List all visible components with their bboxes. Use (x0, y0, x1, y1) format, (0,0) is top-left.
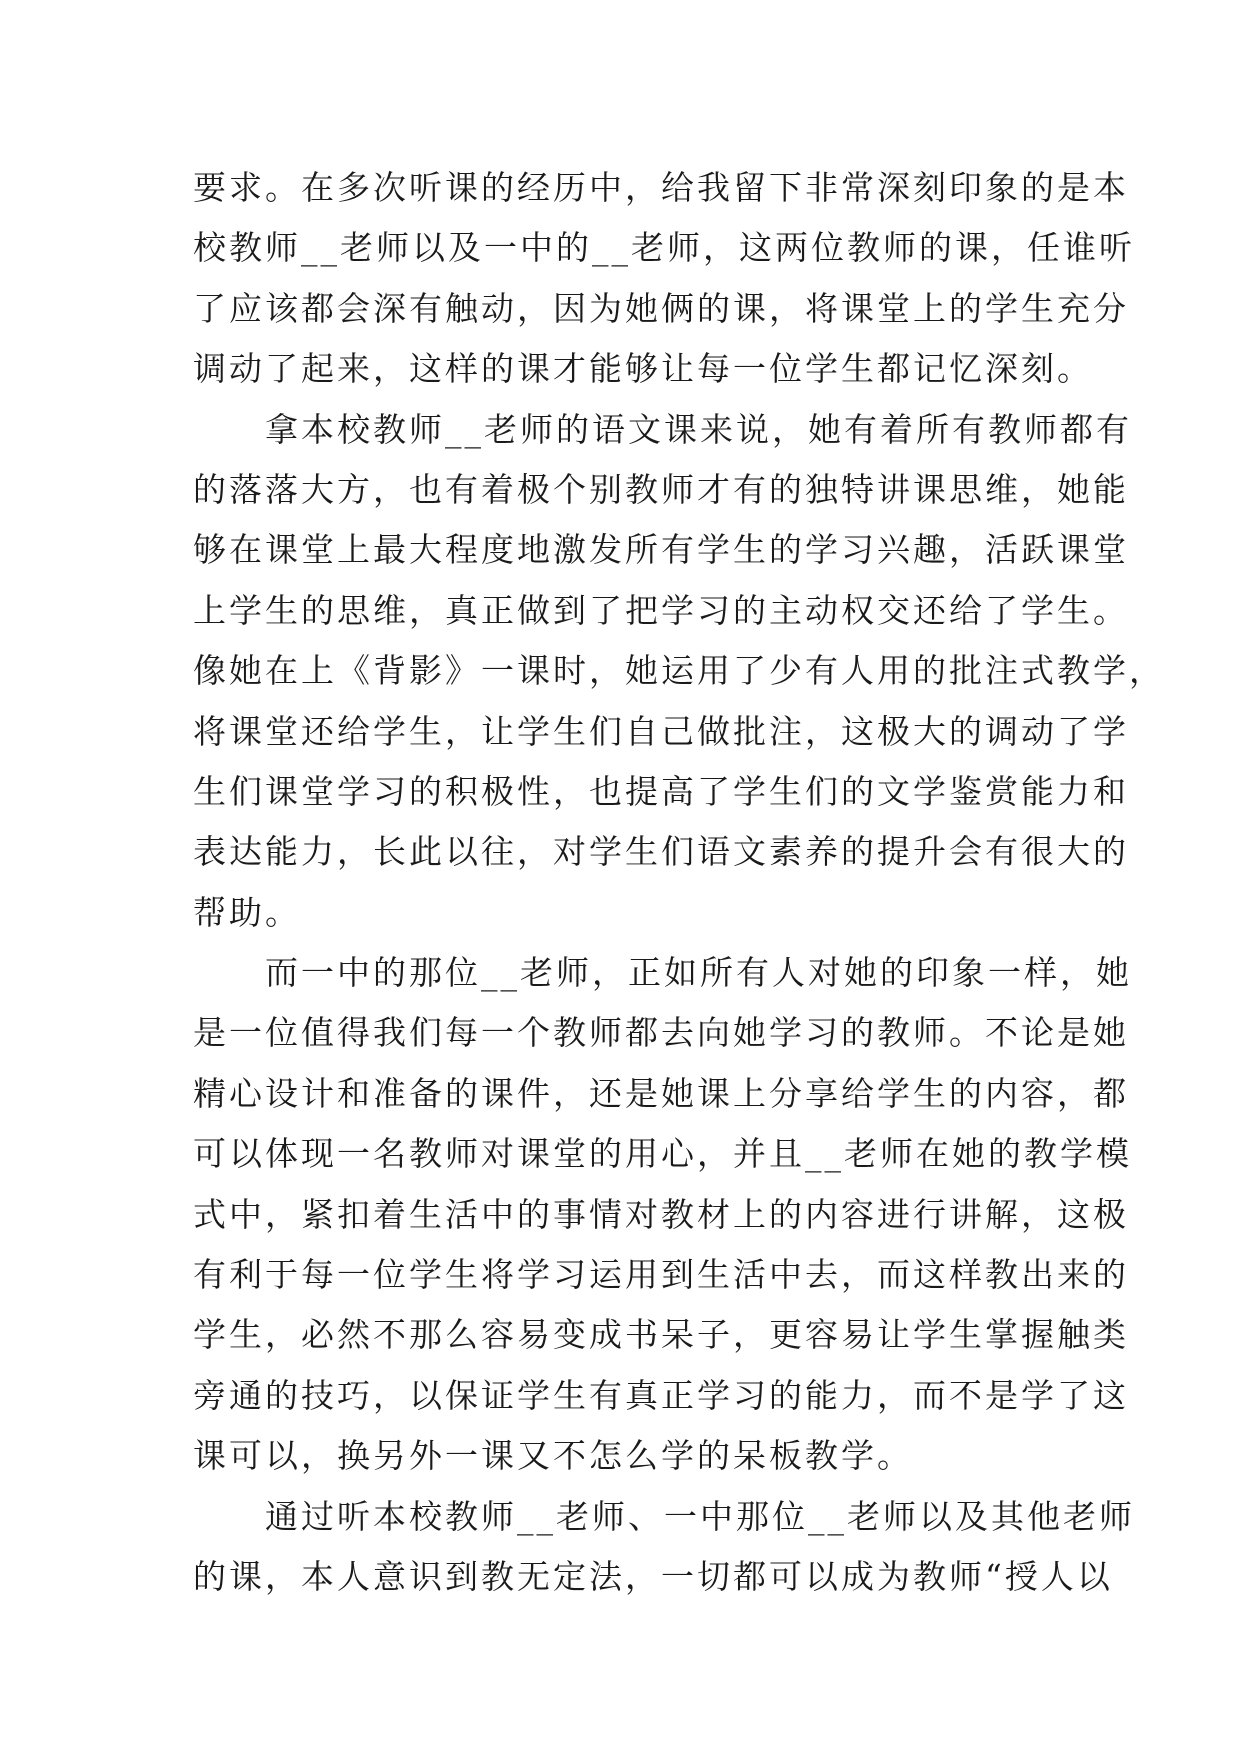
text-line: 通过听本校教师__老师、一中那位__老师以及其他老师 (265, 1496, 1135, 1536)
text-line: 课可以，换另外一课又不怎么学的呆板教学。 (193, 1436, 913, 1476)
text-line: 精心设计和准备的课件，还是她课上分享给学生的内容，都 (193, 1073, 1129, 1113)
text-line: 将课堂还给学生，让学生们自己做批注，这极大的调动了学 (193, 711, 1129, 751)
text-line: 表达能力，长此以往，对学生们语文素养的提升会有很大的 (193, 832, 1129, 872)
text-line: 拿本校教师__老师的语文课来说，她有着所有教师都有 (265, 409, 1132, 449)
text-line: 够在课堂上最大程度地激发所有学生的学习兴趣，活跃课堂 (193, 530, 1129, 570)
text-line: 像她在上《背影》一课时，她运用了少有人用的批注式教学， (193, 651, 1165, 691)
text-line: 式中，紧扣着生活中的事情对教材上的内容进行讲解，这极 (193, 1194, 1129, 1234)
text-line: 要求。在多次听课的经历中，给我留下非常深刻印象的是本 (193, 168, 1129, 207)
text-line: 调动了起来，这样的课才能够让每一位学生都记忆深刻。 (193, 349, 1093, 389)
text-line: 学生，必然不那么容易变成书呆子，更容易让学生掌握触类 (193, 1315, 1129, 1355)
text-line: 而一中的那位__老师，正如所有人对她的印象一样，她 (265, 953, 1132, 993)
text-line: 的课，本人意识到教无定法，一切都可以成为教师“授人以 (193, 1556, 1113, 1596)
document-body-text (193, 158, 1165, 1607)
text-line: 生们课堂学习的积极性，也提高了学生们的文学鉴赏能力和 (193, 771, 1129, 811)
text-line: 旁通的技巧，以保证学生有真正学习的能力，而不是学了这 (193, 1375, 1129, 1415)
text-line: 校教师__老师以及一中的__老师，这两位教师的课，任谁听 (193, 228, 1135, 268)
text-line: 有利于每一位学生将学习运用到生活中去，而这样教出来的 (193, 1255, 1129, 1295)
text-line: 的落落大方，也有着极个别教师才有的独特讲课思维，她能 (193, 469, 1129, 509)
text-line: 帮助。 (193, 892, 301, 932)
text-line: 上学生的思维，真正做到了把学习的主动权交还给了学生。 (193, 590, 1129, 630)
text-line: 了应该都会深有触动，因为她俩的课，将课堂上的学生充分 (193, 288, 1129, 328)
text-line: 可以体现一名教师对课堂的用心，并且__老师在她的教学模 (193, 1134, 1132, 1174)
text-line: 是一位值得我们每一个教师都去向她学习的教师。不论是她 (193, 1013, 1129, 1053)
